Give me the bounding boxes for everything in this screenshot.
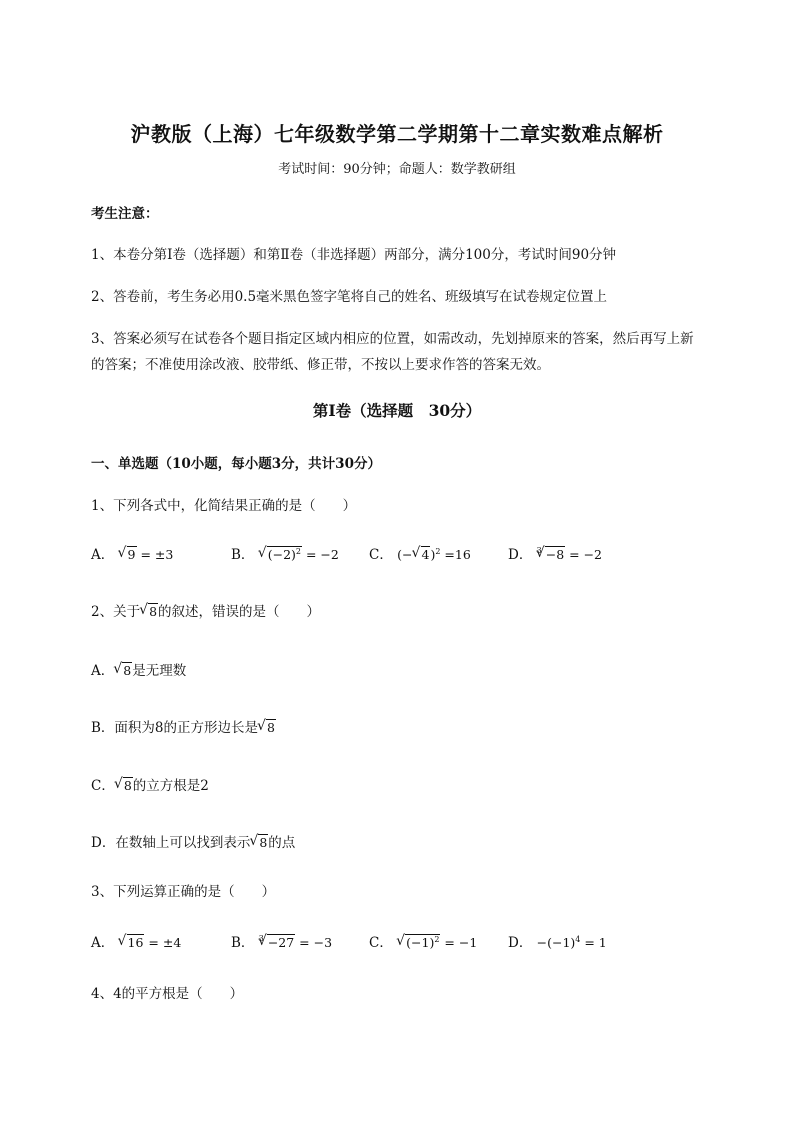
option-label: A． bbox=[91, 547, 115, 563]
q1-option-d bbox=[508, 543, 602, 563]
math-rest: =16 bbox=[440, 547, 471, 562]
exponent: 2 bbox=[435, 546, 441, 556]
note-item-1: 1、本卷分第Ⅰ卷（选择题）和第Ⅱ卷（非选择题）两部分，满分100分，考试时间90分钟 bbox=[91, 247, 617, 263]
option-text: D．在数轴上可以找到表示 bbox=[91, 835, 251, 851]
exponent: 4 bbox=[575, 934, 581, 944]
option-label: D． bbox=[508, 547, 533, 563]
stem-text: 的叙述，错误的是（ ） bbox=[158, 604, 321, 620]
math-post: ) bbox=[430, 547, 436, 562]
math-rest: = −2 bbox=[565, 547, 603, 562]
option-label: B． bbox=[231, 547, 255, 563]
math-expression bbox=[397, 935, 477, 950]
math-pre: −(−1) bbox=[536, 935, 576, 950]
math-expression bbox=[537, 935, 607, 950]
radicand: −8 bbox=[545, 547, 565, 562]
option-label: A． bbox=[91, 935, 115, 951]
question-3-stem: 3、下列运算正确的是（ ） bbox=[91, 884, 276, 900]
radicand: 9 bbox=[127, 547, 136, 562]
math-expression bbox=[119, 935, 182, 950]
radicand: 8 bbox=[123, 663, 132, 678]
radicand: (−1) bbox=[406, 935, 435, 950]
option-label: C． bbox=[369, 547, 393, 563]
radicand: 16 bbox=[127, 935, 144, 950]
q3-option-d bbox=[508, 931, 607, 951]
radicand: 4 bbox=[421, 547, 430, 562]
q1-option-a bbox=[91, 543, 173, 563]
q1-option-b bbox=[231, 543, 339, 563]
math-pre: (− bbox=[397, 547, 413, 562]
doc-subtitle: 考试时间：90分钟；命题人：数学教研组 bbox=[278, 162, 516, 177]
note-item-3: 3、答案必须写在试卷各个题目指定区域内相应的位置，如需改动，先划掉原来的答案，然后再写上新 bbox=[91, 331, 694, 347]
exponent: 2 bbox=[295, 546, 301, 556]
note-item-2: 2、答卷前，考生务必用0.5毫米黑色签字笔将自己的姓名、班级填写在试卷规定位置上 bbox=[91, 289, 608, 305]
radicand: 8 bbox=[259, 835, 268, 850]
root-index: 3 bbox=[536, 546, 542, 555]
question-4-stem: 4、4的平方根是（ ） bbox=[91, 986, 244, 1002]
math-expression bbox=[259, 547, 339, 562]
radicand: 8 bbox=[123, 778, 132, 793]
radicand: 8 bbox=[149, 604, 158, 619]
q2-option-b bbox=[91, 716, 276, 736]
option-text: 的立方根是2 bbox=[132, 778, 209, 794]
math-rest: = 1 bbox=[580, 935, 607, 950]
option-text: 是无理数 bbox=[132, 663, 187, 679]
section-title: 第Ⅰ卷（选择题 30分） bbox=[312, 401, 482, 420]
math-rest: = ±4 bbox=[144, 935, 182, 950]
math-expression bbox=[259, 935, 332, 950]
option-label: B． bbox=[231, 935, 255, 951]
exponent: 2 bbox=[434, 934, 440, 944]
question-1-stem: 1、下列各式中，化简结果正确的是（ ） bbox=[91, 498, 357, 514]
math-expression bbox=[537, 547, 602, 562]
radicand: 8 bbox=[267, 720, 275, 735]
q3-option-a bbox=[91, 931, 181, 951]
question-2-stem bbox=[91, 600, 320, 620]
note-item-3-cont: 的答案；不准使用涂改液、胶带纸、修正带，不按以上要求作答的答案无效。 bbox=[91, 357, 550, 373]
math-expression bbox=[119, 547, 174, 562]
option-text: B．面积为8的正方形边长是 bbox=[91, 720, 259, 736]
option-label: D． bbox=[508, 935, 533, 951]
notes-heading: 考生注意： bbox=[91, 206, 159, 222]
math-rest: = −2 bbox=[302, 547, 339, 562]
math-rest: = −3 bbox=[295, 935, 333, 950]
option-label: A． bbox=[91, 663, 115, 679]
q2-option-c bbox=[91, 774, 209, 794]
math-rest: = ±3 bbox=[136, 547, 174, 562]
doc-title: 沪教版（上海）七年级数学第二学期第十二章实数难点解析 bbox=[130, 122, 664, 146]
stem-text: 2、关于 bbox=[91, 604, 141, 620]
option-text: 的点 bbox=[268, 835, 296, 851]
option-label: C． bbox=[91, 778, 115, 794]
q3-option-c bbox=[369, 931, 477, 951]
root-index: 3 bbox=[258, 934, 264, 943]
q2-option-a bbox=[91, 659, 186, 679]
q1-option-c bbox=[369, 543, 471, 563]
radicand: (−2) bbox=[267, 547, 296, 562]
radicand: −27 bbox=[267, 935, 295, 950]
option-label: C． bbox=[369, 935, 393, 951]
q3-option-b bbox=[231, 931, 332, 951]
q2-option-d bbox=[91, 831, 295, 851]
math-rest: = −1 bbox=[440, 935, 478, 950]
part-heading: 一、单选题（10小题，每小题3分，共计30分） bbox=[91, 456, 381, 472]
math-expression bbox=[397, 547, 471, 562]
